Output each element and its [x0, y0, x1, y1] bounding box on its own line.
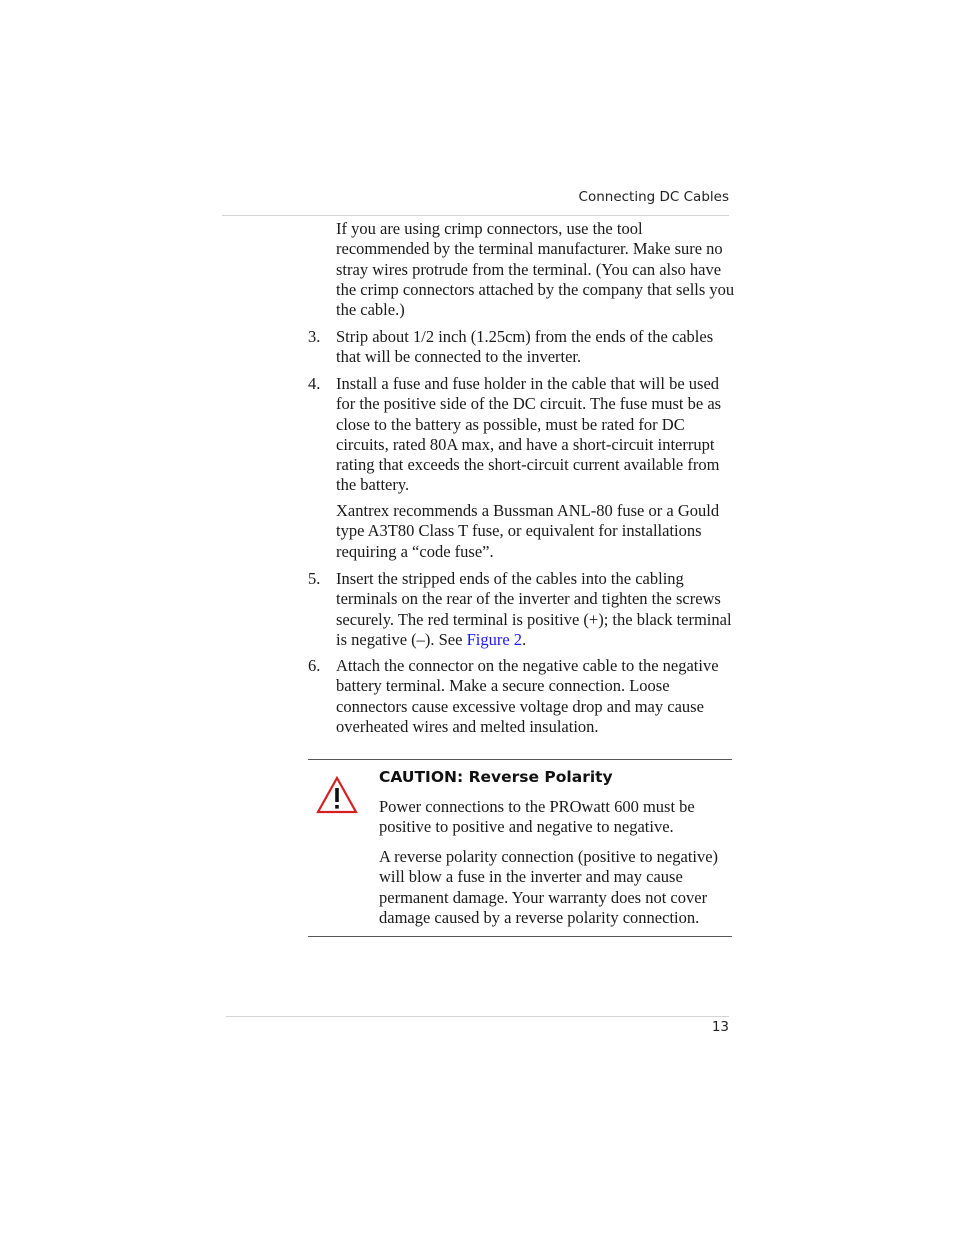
caution-paragraph: Power connections to the PROwatt 600 must be positive to positive and negative to negative. — [379, 797, 695, 837]
caution-paragraph: A reverse polarity connection (positive to negative) will blow a fuse in the inverter and may cause permanent damage. Your warranty does not cover damage caused by a reverse polarity connection. — [379, 847, 719, 927]
fuse-recommendation-note: Xantrex recommends a Bussman ANL-80 fuse or a Gould type A3T80 Class T fuse, or equivalent for installations requiring a “code fuse”. — [336, 501, 720, 561]
step-6 — [308, 656, 736, 737]
step-text-before-link: Insert the stripped ends of the cables into the cabling terminals on the rear of the inverter and tighten the screws securely. The red terminal is positive (+); the black terminal is negative (–). See — [336, 569, 732, 649]
step-4 — [308, 374, 736, 496]
step-number: 3. — [308, 327, 321, 346]
caution-box — [308, 759, 732, 937]
step-number: 4. — [308, 374, 321, 393]
step-3 — [308, 327, 736, 368]
step-text: Install a fuse and fuse holder in the cable that will be used for the positive side of the DC circuit. The fuse must be as close to the battery as possible, must be rated for DC circuits, rated 80A max, and have a short-circuit interrupt rating that exceeds the short-circuit current available from the battery. — [336, 374, 722, 495]
caution-title: CAUTION: Reverse Polarity — [379, 768, 613, 786]
step-number: 5. — [308, 569, 321, 588]
step-5 — [308, 569, 736, 650]
page-number: 13 — [711, 1019, 729, 1035]
warning-triangle-icon — [315, 775, 359, 815]
intro-paragraph: If you are using crimp connectors, use the tool recommended by the terminal manufacturer. Make sure no stray wires protrude from the terminal. (You can also have the crimp connectors attached by the company that sells you the cable.) — [336, 219, 735, 320]
running-header: Connecting DC Cables — [578, 189, 729, 205]
step-number: 6. — [308, 656, 321, 675]
footer-divider — [226, 1016, 729, 1017]
step-text: Attach the connector on the negative cable to the negative battery terminal. Make a secure connection. Loose connectors cause excessive voltage drop and may cause overheated wires and melted insulation. — [336, 656, 719, 736]
step-text — [336, 569, 736, 650]
figure-2-link[interactable]: Figure 2 — [466, 629, 523, 649]
step-text-after-link: . — [522, 629, 527, 649]
header-divider — [222, 215, 729, 216]
step-text: Strip about 1/2 inch (1.25cm) from the ends of the cables that will be connected to the inverter. — [336, 327, 714, 367]
